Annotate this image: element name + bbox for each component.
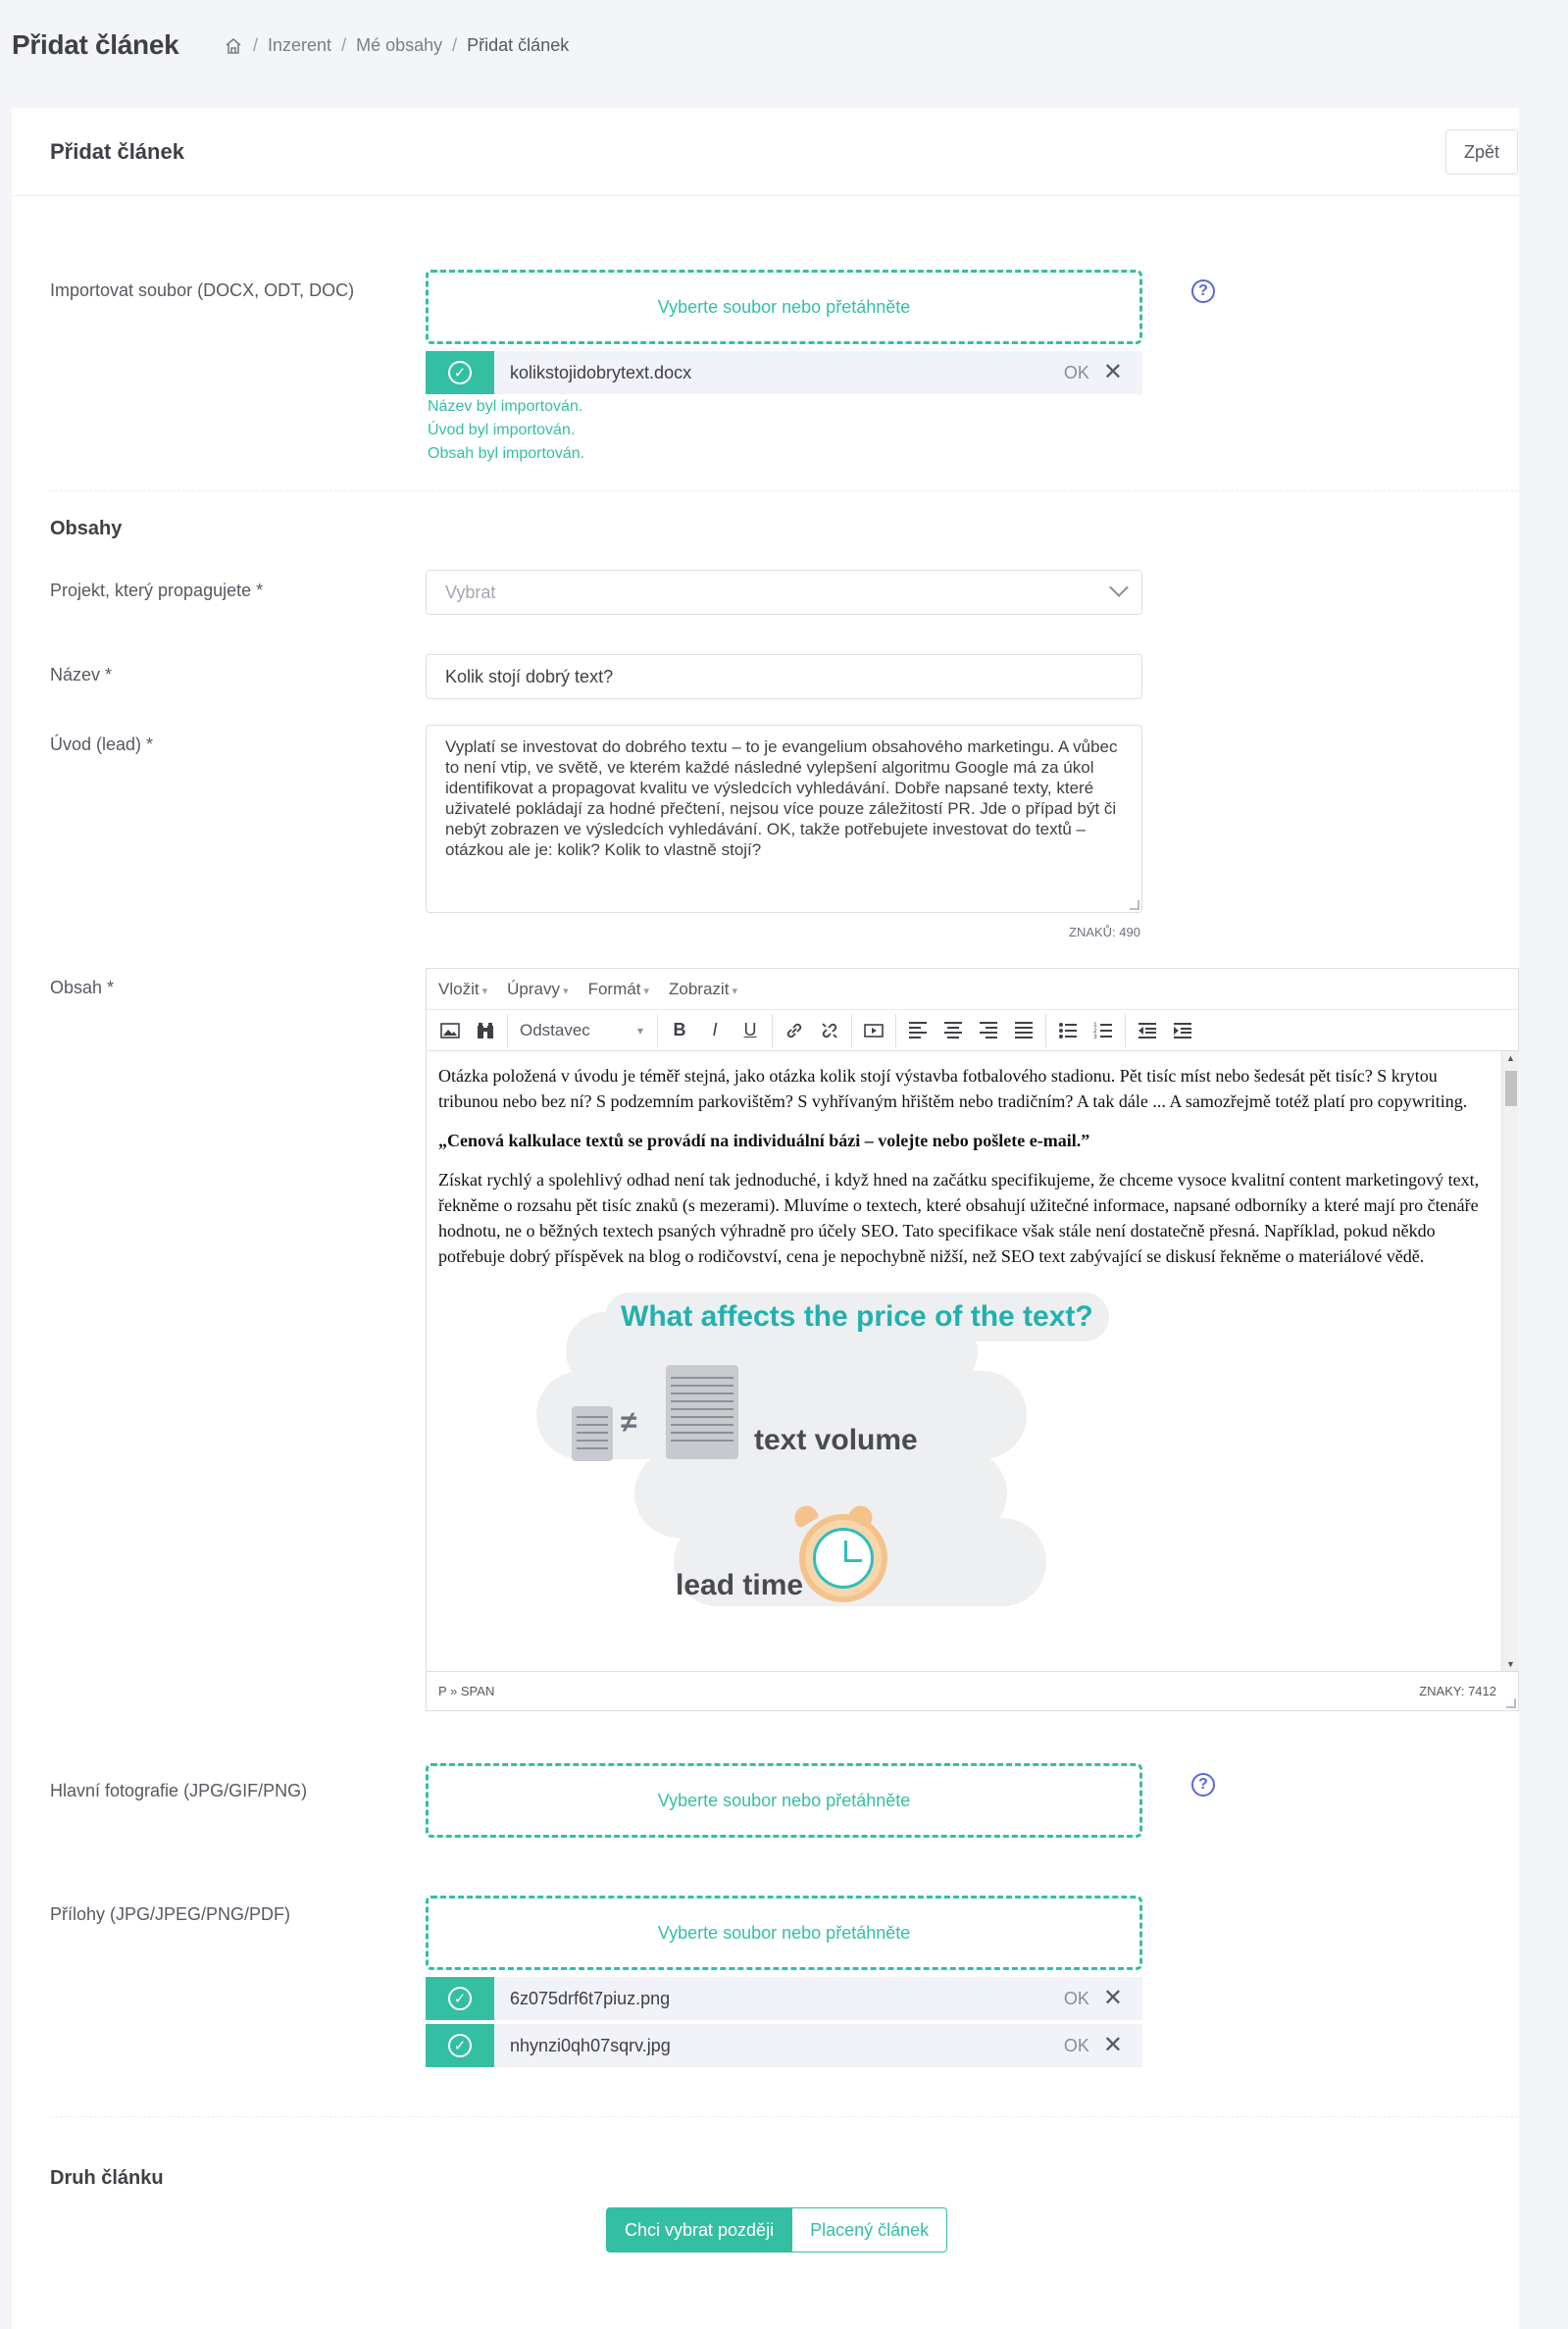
body-label: Obsah * [50,978,115,997]
scroll-up-icon[interactable]: ▲ [1506,1053,1515,1063]
align-left-icon[interactable] [900,1014,936,1047]
breadcrumb-item-me-obsahy[interactable]: Mé obsahy [356,35,443,55]
scrollbar-thumb[interactable] [1505,1071,1517,1106]
divider [50,490,1518,491]
check-circle-icon: ✓ [426,1977,494,2020]
rich-text-editor [426,968,1519,1711]
lead-textarea[interactable] [426,725,1142,913]
align-justify-icon[interactable] [1006,1014,1041,1047]
page-title: Přidat článek [12,29,179,60]
outdent-icon[interactable] [1130,1014,1165,1047]
import-file-status: OK [1063,362,1089,382]
breadcrumb [224,35,569,56]
attachment-file-name: nhynzi0qh07sqrv.jpg [510,2035,671,2055]
check-circle-icon: ✓ [426,2024,494,2067]
breadcrumb-item-inzerent[interactable]: Inzerent [268,35,332,55]
toolbar-divider [1045,1014,1046,1047]
toolbar-divider [657,1014,658,1047]
card-header [12,108,1519,196]
align-center-icon[interactable] [936,1014,971,1047]
import-help-icon[interactable]: ? [1191,279,1215,303]
remove-file-icon[interactable]: ✕ [1102,2032,1123,2058]
menu-format[interactable]: Formát ▾ [588,980,649,999]
remove-file-icon[interactable]: ✕ [1102,359,1123,385]
import-message: Úvod byl importován. [428,422,576,438]
content-paragraph: Otázka položená v úvodu je téměř stejná, jako otázka kolik stojí výstavba fotbalového stadionu. Pět tisíc míst nebo šedesát pět tisíc? S krytou tribunou nebo bez ní? S podzemním parkovištěm? S vyhřívaným hřištěm nebo tradičním? A tak dále ... A samozřejmě totéž platí pro copywriting. [438,1066,1468,1111]
bullet-list-icon[interactable] [1050,1014,1086,1047]
align-right-icon[interactable] [971,1014,1006,1047]
infographic-image [507,1283,1093,1606]
import-message: Název byl importován. [428,398,583,415]
photo-help-icon[interactable]: ? [1191,1773,1215,1797]
attachment-file-row [426,1977,1142,2020]
content-quote: „Cenová kalkulace textů se provádí na individuální bázi – volejte nebo pošlete e-mail.” [438,1131,1090,1150]
title-input[interactable]: Kolik stojí dobrý text? [426,654,1142,699]
lead-label: Úvod (lead) * [50,734,154,754]
home-icon[interactable] [224,36,243,56]
media-icon[interactable] [856,1014,891,1047]
top-bar [0,0,1568,98]
unlink-icon[interactable] [812,1014,847,1047]
italic-icon[interactable]: I [712,1020,718,1039]
photo-dropzone[interactable]: Vyberte soubor nebo přetáhněte [426,1763,1142,1838]
toolbar-divider [772,1014,773,1047]
menu-vlozit[interactable]: Vložit ▾ [438,980,487,999]
editor-statusbar [427,1671,1518,1710]
attachment-file-status: OK [1063,1988,1089,2008]
breadcrumb-separator: / [452,35,458,55]
link-icon[interactable] [777,1014,812,1047]
small-document-icon [572,1406,613,1461]
import-dropzone[interactable]: Vyberte soubor nebo přetáhněte [426,270,1142,344]
svg-text:3: 3 [1093,1033,1097,1039]
attachment-file-row [426,2024,1142,2067]
import-file-name: kolikstojidobrytext.docx [510,362,692,382]
not-equal-icon: ≠ [621,1406,637,1439]
resize-handle-icon[interactable] [1130,900,1139,910]
import-label: Importovat soubor (DOCX, ODT, DOC) [50,280,355,300]
attachments-label: Přílohy (JPG/JPEG/PNG/PDF) [50,1904,291,1924]
svg-text:2: 2 [1093,1027,1097,1035]
project-select-placeholder: Vybrat [445,582,496,602]
breadcrumb-item-current: Přidat článek [467,35,570,55]
menu-upravy[interactable]: Úpravy ▾ [507,980,568,999]
editor-content[interactable] [427,1051,1501,1671]
editor-char-counter: ZNAKY: 7412 [1419,1684,1496,1698]
lead-text: Vyplatí se investovat do dobrého textu – to je evangelium obsahového marketingu. A vůbec to není vtip, ve světě, ve kterém každé následné vylepšení algoritmu Google má za úkol identifikovat a propagovat kvalitu ve výsledcích vyhledávání. Dobře napsané texty, které uživatelé pokládají za hodné přečtení, nejsou více pouze záležitostí PR. Jde o případ být či nebýt zobrazen ve výsledcích vyhledávání. OK, takže potřebujete investovat do textů – otázkou ale je: kolik? Kolik to vlastně stojí? [445,737,1118,859]
editor-menubar [427,969,1518,1010]
remove-file-icon[interactable]: ✕ [1102,1985,1123,2011]
contents-heading: Obsahy [50,518,123,539]
option-choose-later[interactable]: Chci vybrat později [606,2207,792,2253]
chevron-down-icon [1109,578,1129,597]
lead-char-counter: ZNAKŮ: 490 [1069,925,1140,939]
toolbar-divider [507,1014,508,1047]
numbered-list-icon[interactable] [1086,1014,1121,1047]
article-type-toggle [606,2207,947,2253]
import-file-row [426,351,1142,394]
indent-icon[interactable] [1165,1014,1200,1047]
menu-zobrazit[interactable]: Zobrazit ▾ [669,980,737,999]
card-title: Přidat článek [50,139,184,164]
block-format-select[interactable]: Odstavec ▾ [512,1014,653,1047]
breadcrumb-separator: / [253,35,259,55]
toolbar-divider [1125,1014,1126,1047]
title-label: Název * [50,665,113,684]
element-path: P » SPAN [438,1684,495,1698]
import-message: Obsah byl importován. [428,445,585,462]
project-select[interactable] [426,570,1142,615]
editor-toolbar [427,1010,1518,1051]
divider [50,2116,1518,2117]
article-form-card [12,108,1519,2329]
scroll-down-icon[interactable]: ▼ [1506,1659,1515,1669]
large-document-icon [666,1365,738,1459]
article-type-heading: Druh článku [50,2167,164,2189]
option-paid-article[interactable]: Placený článek [792,2207,947,2253]
resize-handle-icon[interactable] [1506,1698,1516,1708]
toolbar-divider [895,1014,896,1047]
attachment-file-name: 6z075drf6t7piuz.png [510,1988,671,2008]
bold-icon[interactable]: B [673,1020,686,1039]
editor-scrollbar[interactable] [1501,1051,1519,1671]
insert-image-icon[interactable] [432,1014,468,1047]
alarm-clock-icon [799,1514,887,1602]
attachments-dropzone[interactable]: Vyberte soubor nebo přetáhněte [426,1896,1142,1970]
infographic-label-volume: text volume [754,1424,918,1456]
svg-text:1: 1 [1093,1021,1097,1029]
underline-icon[interactable]: U [743,1020,757,1039]
toolbar-divider [851,1014,852,1047]
back-button[interactable]: Zpět [1445,129,1518,175]
infographic-label-leadtime: lead time [676,1569,804,1601]
content-paragraph: Získat rychlý a spolehlivý odhad není tak jednoduché, i když hned na začátku specifikujeme, že chceme vysoce kvalitní content marketingový text, řekněme o rozsahu pět tisíc znaků (s mezerami). Mluvíme o textech, které obsahují užitečné informace, napsané odborníky a které mají pro čtenáře hodnotu, ne o běžných textech psaných výhradně pro účely SEO. Tato specifikace však stále není dostatečně přesná. Například, pokud někdo potřebuje dobrý příspěvek na blog o rodičovství, cena je nepochybně nižší, než SEO text zabývající se diskusí řekněme o materiálové vědě. [438,1170,1480,1266]
photo-label: Hlavní fotografie (JPG/GIF/PNG) [50,1781,308,1800]
project-label: Projekt, který propagujete * [50,581,264,600]
breadcrumb-separator: / [341,35,347,55]
find-replace-icon[interactable] [468,1014,503,1047]
check-circle-icon: ✓ [426,351,494,394]
infographic-title: What affects the price of the text? [605,1292,1109,1342]
attachment-file-status: OK [1063,2035,1089,2055]
